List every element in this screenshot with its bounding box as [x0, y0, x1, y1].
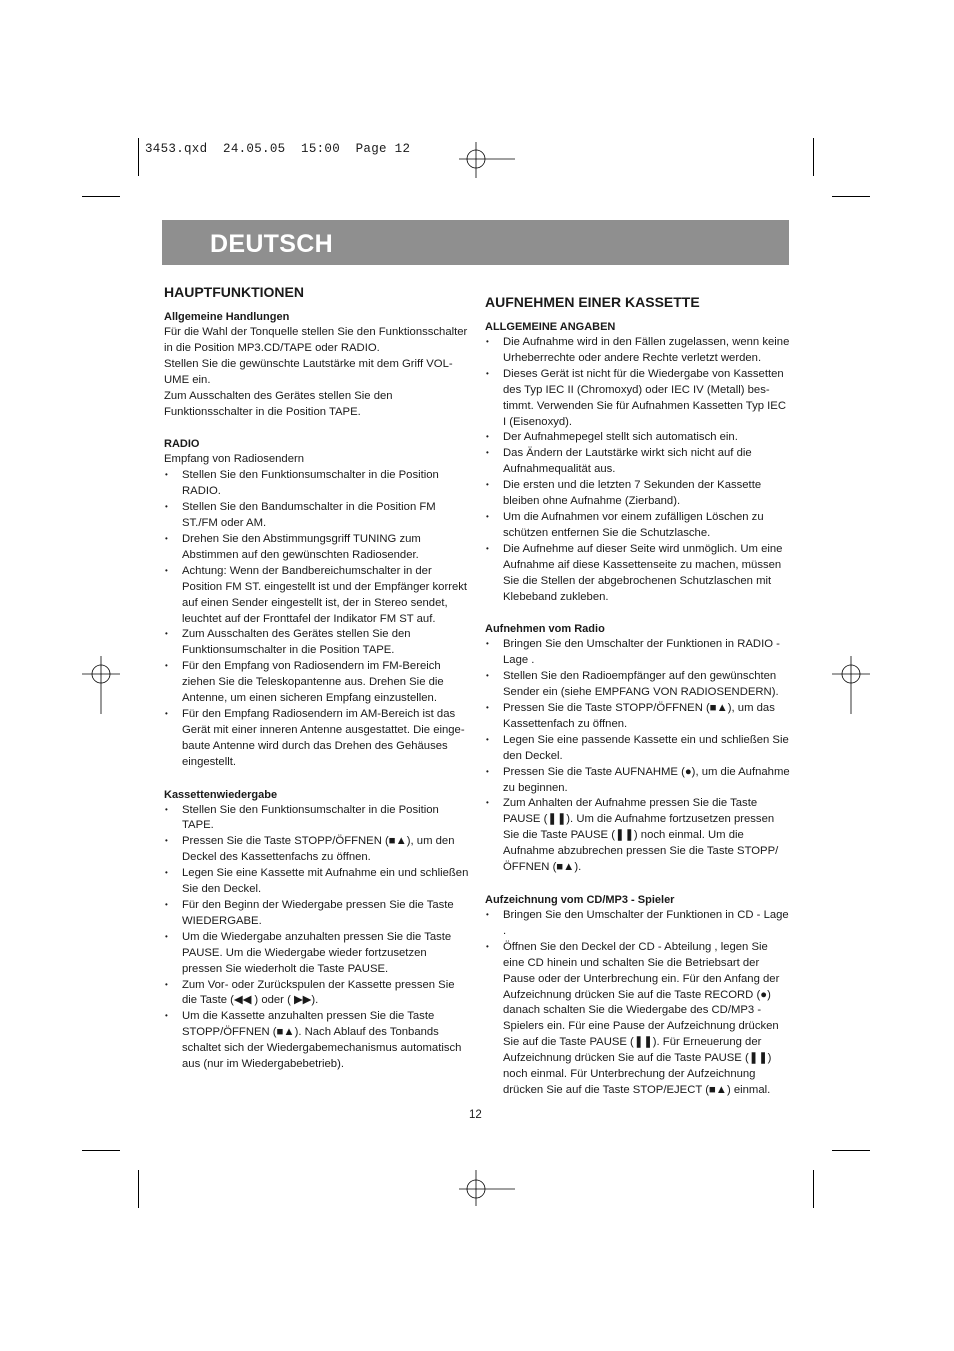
list-item: • Legen Sie eine passende Kassette ein und schließen Sie den Deckel.: [485, 733, 790, 765]
subheading-record-from-radio: Aufnehmen vom Radio: [485, 623, 605, 636]
subheading-cassette-playback: Kassettenwiedergabe: [164, 788, 278, 801]
registration-mark-icon: [82, 656, 120, 714]
list-item: • Um die Wiedergabe anzuhalten pressen Sie die Taste PAUSE. Um die Wiedergabe wieder fortzusetzen pressen Sie wiederholt die Taste PAUSE.: [164, 930, 469, 978]
right-column: [485, 293, 790, 1115]
list-item: • Zum Vor- oder Zurückspulen der Kassette pressen Sie die Taste (◀◀ ) oder ( ▶▶).: [164, 978, 469, 1010]
crop-mark: [82, 1150, 120, 1151]
list-item: • Öffnen Sie den Deckel der CD - Abteilung , legen Sie eine CD hinein und schalten Sie die Betriebsart der Pause oder der Unterbrechung ein. Für den Anfang der Aufzeichnung drücken Sie auf die Taste RECORD (●) danach schalten Sie die Wiedergabe des CD/MP3 - Spielers ein. Für eine Pause der Aufzeichnung drücken Sie auf die Taste PAUSE (❚❚). Für Erneuerung der Aufzeichnung drücken Sie auf die Taste PAUSE (❚❚) noch einmal. Für Unterbrechung der Aufzeichnung drücken Sie auf die Taste STOP/EJECT (■▲) einmal.: [485, 940, 790, 1099]
registration-mark-icon: [832, 656, 870, 714]
paragraph: Stellen Sie die gewünschte Lautstärke mit dem Griff VOL-UME ein.: [164, 357, 453, 386]
list-item: • Pressen Sie die Taste AUFNAHME (●), um die Aufnahme zu beginnen.: [485, 765, 790, 797]
general-info-block: [485, 319, 790, 605]
paragraph: Empfang von Radiosendern: [164, 453, 305, 466]
paragraph: Für die Wahl der Tonquelle stellen Sie den Funktionsschalter in die Position MP3.CD/TAPE oder RADIO.: [164, 326, 468, 354]
crop-mark: [813, 1170, 814, 1208]
crop-mark: [832, 1150, 870, 1151]
list-item: • Für den Empfang Radiosendern im AM-Bereich ist das Gerät mit einer inneren Antenne ausgestattet. Die einge-baute Antenne wird durch das Drehen des Gehäuses eingestellt.: [164, 707, 469, 771]
radio-list: [164, 468, 469, 770]
left-column: [164, 283, 469, 1089]
print-slug: 3453.qxd 24.05.05 15:00 Page 12: [145, 142, 411, 156]
list-item: • Stellen Sie den Funktionsumschalter in die Position RADIO.: [164, 468, 469, 500]
record-cd-list: [485, 908, 790, 1099]
page-title: DEUTSCH: [210, 230, 333, 258]
record-radio-list: [485, 637, 790, 876]
list-item: • Pressen Sie die Taste STOPP/ÖFFNEN (■▲), um den Deckel des Kassettenfachs zu öffnen.: [164, 834, 469, 866]
page-number: 12: [469, 1109, 482, 1121]
crop-mark: [832, 196, 870, 197]
list-item: • Stellen Sie den Funktionsumschalter in die Position TAPE.: [164, 803, 469, 835]
list-item: • Achtung: Wenn der Bandbereichumschalter in der Position FM ST. eingestellt ist und der Empfänger korrekt auf einen Sender eingestellt ist, der in Stereo sendet, leuchtet auf der Fronttafel der Indikator FM ST auf.: [164, 564, 469, 628]
list-item: • Die Aufnehme auf dieser Seite wird unmöglich. Um eine Aufnahme aif diese Kassettenseite zu machen, müssen Sie die Stellen der abgebrochenen Schutzlaschen mit Klebeband zukleben.: [485, 542, 790, 606]
language-header-band: [162, 220, 789, 265]
list-item: • Zum Anhalten der Aufnahme pressen Sie die Taste PAUSE (❚❚). Um die Aufnahme fortzusetzen pressen Sie die Taste PAUSE (❚❚) noch einmal. Um die Aufnahme abzubrechen pressen Sie die Taste STOPP/ÖFFNEN (■▲).: [485, 796, 790, 876]
list-item: • Legen Sie eine Kassette mit Aufnahme ein und schließen Sie den Deckel.: [164, 866, 469, 898]
list-item: • Zum Ausschalten des Gerätes stellen Sie den Funktionsumschalter in die Position TAPE.: [164, 627, 469, 659]
list-item: • Drehen Sie den Abstimmungsgriff TUNING zum Abstimmen auf den gewünschten Radiosender.: [164, 532, 469, 564]
list-item: • Für den Empfang von Radiosendern im FM-Bereich ziehen Sie die Teleskopantenne aus. Drehen Sie die Antenne, um einen sicheren Empfang einzustellen.: [164, 659, 469, 707]
section-heading-main-functions: HAUPTFUNKTIONEN: [164, 284, 304, 300]
crop-mark: [813, 138, 814, 176]
registration-mark-icon: [459, 142, 515, 178]
crop-mark: [138, 1170, 139, 1208]
list-item: • Stellen Sie den Bandumschalter in die Position FM ST./FM oder AM.: [164, 500, 469, 532]
registration-mark-icon: [459, 1170, 515, 1206]
list-item: • Der Aufnahmepegel stellt sich automatisch ein.: [485, 430, 790, 446]
list-item: • Für den Beginn der Wiedergabe pressen Sie die Taste WIEDERGABE.: [164, 898, 469, 930]
list-item: • Um die Aufnahmen vor einem zufälligen Löschen zu schützen entfernen Sie die Schutzlasche.: [485, 510, 790, 542]
record-from-radio-block: [485, 621, 790, 876]
section-heading-record-cassette: AUFNEHMEN EINER KASSETTE: [485, 294, 700, 310]
list-item: • Bringen Sie den Umschalter der Funktionen in CD - Lage .: [485, 908, 790, 940]
subheading-radio: RADIO: [164, 438, 200, 451]
cassette-list: [164, 803, 469, 1073]
list-item: • Stellen Sie den Radioempfänger auf den gewünschten Sender ein (siehe EMPFANG VON RADIOSENDERN).: [485, 669, 790, 701]
general-info-list: [485, 335, 790, 605]
radio-block: [164, 436, 469, 770]
list-item: • Pressen Sie die Taste STOPP/ÖFFNEN (■▲), um das Kassettenfach zu öffnen.: [485, 701, 790, 733]
list-item: • Bringen Sie den Umschalter der Funktionen in RADIO - Lage .: [485, 637, 790, 669]
record-from-cd-block: [485, 892, 790, 1099]
list-item: • Dieses Gerät ist nicht für die Wiedergabe von Kassetten des Typ IEC II (Chromoxyd) oder IEC IV (Metall) bes-timmt. Verwenden Sie für Aufnahmen Kassetten Typ IEC I (Eisenoxyd).: [485, 367, 790, 431]
subheading-general-operations: Allgemeine Handlungen: [164, 311, 290, 323]
list-item: • Die Aufnahme wird in den Fällen zugelassen, wenn keine Urheberrechte oder andere Rechte verletzt werden.: [485, 335, 790, 367]
crop-mark: [138, 138, 139, 176]
subheading-record-from-cd: Aufzeichnung vom CD/MP3 - Spieler: [485, 894, 675, 906]
list-item: • Die ersten und die letzten 7 Sekunden der Kassette bleiben ohne Aufnahme (Zierband).: [485, 478, 790, 510]
cassette-playback-block: [164, 787, 469, 1073]
list-item: • Das Ändern der Lautstärke wirkt sich nicht auf die Aufnahmequalität aus.: [485, 446, 790, 478]
general-operations-block: [164, 309, 469, 420]
list-item: • Um die Kassette anzuhalten pressen Sie die Taste STOPP/ÖFFNEN (■▲). Nach Ablauf des Tonbands schaltet sich der Wiedergabemechanismus automatisch aus (nur im Wiedergabebetrieb).: [164, 1009, 469, 1073]
crop-mark: [82, 196, 120, 197]
subheading-general-info: ALLGEMEINE ANGABEN: [485, 321, 616, 333]
paragraph: Zum Ausschalten des Gerätes stellen Sie den Funktionsschalter in die Position TAPE.: [164, 389, 393, 418]
